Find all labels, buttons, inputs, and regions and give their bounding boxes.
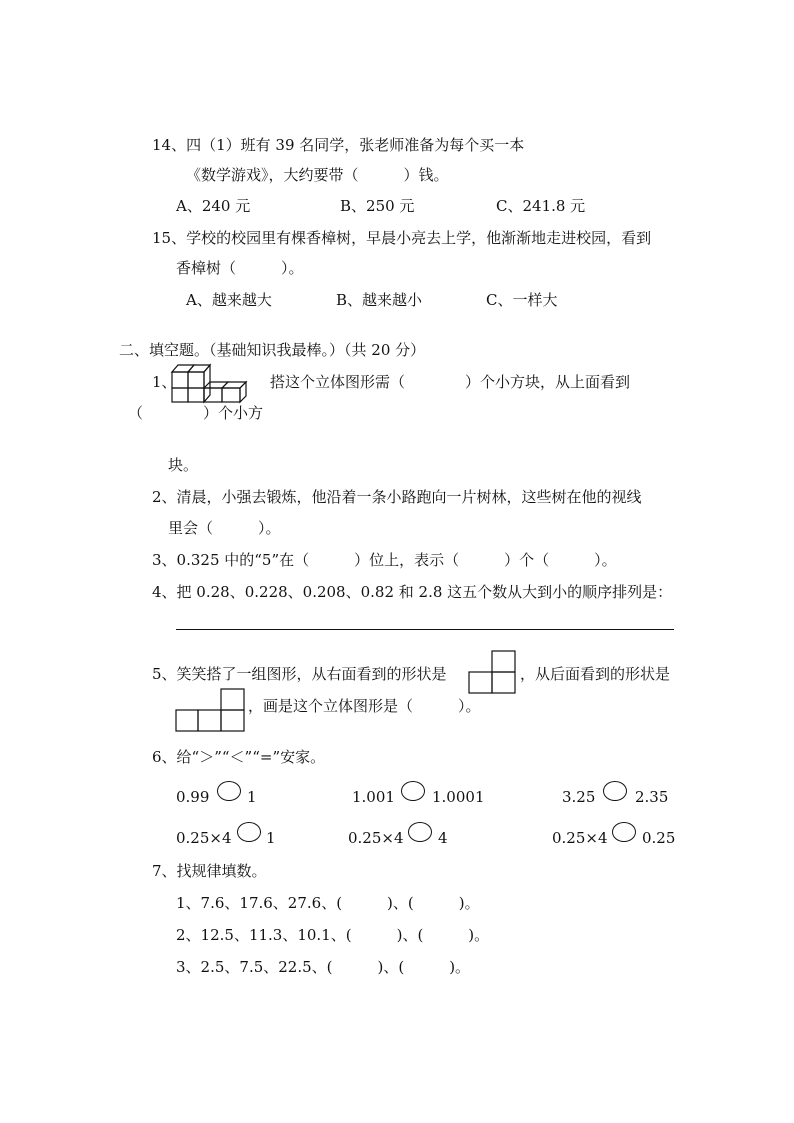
q14-line1: 14、四（1）班有 39 名同学，张老师准备为每个买一本 <box>152 136 525 154</box>
q15-line2: 香樟树（ ）。 <box>176 259 304 277</box>
q6-r2c3-left: 0.25×4 <box>552 829 608 847</box>
q7-sequence-2: 2、12.5、11.3、10.1、( )、( )。 <box>176 926 490 944</box>
q14-option-b: B、250 元 <box>340 197 415 215</box>
fill-q1-line2: （ ）个小方 <box>128 404 264 422</box>
q6-r1c2-left: 1.001 <box>352 788 395 806</box>
q7-sequence-1: 1、7.6、17.6、27.6、( )、( )。 <box>176 894 480 912</box>
q6-r1c3-left: 3.25 <box>562 788 596 806</box>
compare-oval[interactable] <box>237 822 261 842</box>
q14-line2: 《数学游戏》，大约要带（ ）钱。 <box>186 166 449 184</box>
right-view-shape <box>468 650 518 694</box>
compare-oval[interactable] <box>408 822 432 842</box>
fill-q6-line1: 6、给“＞”“＜”“=”安家。 <box>152 748 326 766</box>
compare-oval[interactable] <box>401 781 425 801</box>
q15-option-a: A、越来越大 <box>186 291 272 309</box>
q6-r1c2-right: 1.0001 <box>432 788 485 806</box>
fill-q1-line3: 块。 <box>168 456 199 474</box>
compare-oval[interactable] <box>217 781 241 801</box>
q6-r1c1-left: 0.99 <box>176 788 210 806</box>
q6-r2c3-right: 0.25 <box>642 829 676 847</box>
q6-r1c1-right: 1 <box>247 788 257 806</box>
q6-r2c2-right: 4 <box>438 829 448 847</box>
q14-option-a: A、240 元 <box>176 197 251 215</box>
q15-option-b: B、越来越小 <box>336 291 423 309</box>
compare-oval[interactable] <box>603 781 627 801</box>
fill-q3-line1: 3、0.325 中的“5”在（ ）位上，表示（ ）个（ ）。 <box>152 551 617 569</box>
q14-option-c: C、241.8 元 <box>496 197 586 215</box>
fill-q1-number: 1、 <box>152 373 177 391</box>
q6-r2c2-left: 0.25×4 <box>348 829 404 847</box>
q6-r1c3-right: 2.35 <box>635 788 669 806</box>
fill-q4-line1: 4、把 0.28、0.228、0.208、0.82 和 2.8 这五个数从大到小的顺序排列是： <box>152 583 673 601</box>
q15-option-c: C、一样大 <box>486 291 558 309</box>
fill-q2-line2: 里会（ ）。 <box>168 519 281 537</box>
back-view-shape <box>175 688 247 732</box>
fill-q5-line1b: ，从后面看到的形状是 <box>520 665 671 683</box>
q6-r2c1-right: 1 <box>266 829 276 847</box>
q15-line1: 15、学校的校园里有棵香樟树，早晨小亮去上学，他渐渐地走进校园，看到 <box>152 229 652 247</box>
fill-q2-line1: 2、清晨，小强去锻炼，他沿着一条小路跑向一片树林，这些树在他的视线 <box>152 488 642 506</box>
q6-r2c1-left: 0.25×4 <box>176 829 232 847</box>
q7-sequence-3: 3、2.5、7.5、22.5、( )、( )。 <box>176 958 471 976</box>
answer-line <box>176 629 674 630</box>
compare-oval[interactable] <box>612 822 636 842</box>
fill-q5-line1a: 5、笑笑搭了一组图形，从右面看到的形状是 <box>152 665 447 683</box>
fill-q1-text: 搭这个立体图形需（ ）个小方块，从上面看到 <box>270 373 631 391</box>
fill-q5-line2: ，画是这个立体图形是（ ）。 <box>248 697 481 715</box>
cube-stack-figure <box>170 362 248 406</box>
fill-q7-line1: 7、找规律填数。 <box>152 862 267 880</box>
section-heading: 二、填空题。（基础知识我最棒。）（共 20 分） <box>119 341 426 359</box>
